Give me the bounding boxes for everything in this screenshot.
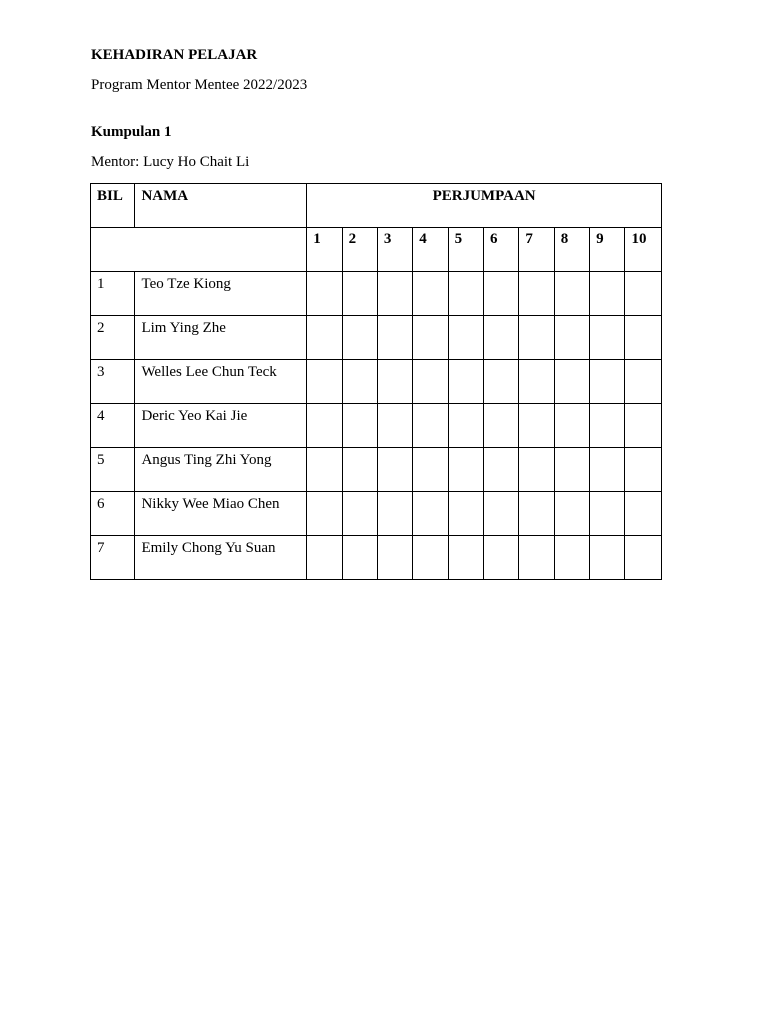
attendance-cell[interactable]: [413, 360, 448, 404]
attendance-cell[interactable]: [519, 272, 554, 316]
attendance-cell[interactable]: [377, 448, 412, 492]
attendance-cell[interactable]: [413, 448, 448, 492]
attendance-cell[interactable]: [377, 360, 412, 404]
attendance-cell[interactable]: [484, 404, 519, 448]
attendance-cell[interactable]: [413, 536, 448, 580]
group-heading: Kumpulan 1: [91, 124, 172, 140]
meeting-number-cell: 8: [554, 228, 589, 272]
attendance-cell[interactable]: [554, 360, 589, 404]
meeting-number-cell: 2: [342, 228, 377, 272]
attendance-cell[interactable]: [448, 404, 483, 448]
attendance-cell[interactable]: [554, 448, 589, 492]
meeting-number-cell: 5: [448, 228, 483, 272]
meeting-number-cell: 9: [590, 228, 625, 272]
meeting-number-cell: 1: [307, 228, 342, 272]
bil-cell: 3: [91, 360, 135, 404]
header-perjumpaan: PERJUMPAAN: [307, 184, 662, 228]
attendance-cell[interactable]: [484, 272, 519, 316]
attendance-cell[interactable]: [307, 404, 342, 448]
table-row: [91, 492, 662, 536]
table-row: [91, 536, 662, 580]
attendance-cell[interactable]: [625, 448, 662, 492]
attendance-cell[interactable]: [307, 360, 342, 404]
table-row: [91, 448, 662, 492]
mentor-line: Mentor: Lucy Ho Chait Li: [91, 154, 250, 170]
attendance-table: [90, 183, 662, 580]
attendance-cell[interactable]: [307, 316, 342, 360]
attendance-cell[interactable]: [377, 536, 412, 580]
attendance-cell[interactable]: [448, 360, 483, 404]
attendance-cell[interactable]: [413, 316, 448, 360]
attendance-cell[interactable]: [342, 272, 377, 316]
table-header-row: [91, 184, 662, 228]
nama-cell: Angus Ting Zhi Yong: [135, 448, 307, 492]
attendance-cell[interactable]: [625, 272, 662, 316]
meeting-number-cell: 6: [484, 228, 519, 272]
attendance-cell[interactable]: [342, 316, 377, 360]
page-title: KEHADIRAN PELAJAR: [91, 47, 258, 63]
attendance-cell[interactable]: [484, 316, 519, 360]
header-bil: BIL: [91, 184, 135, 228]
attendance-cell[interactable]: [377, 272, 412, 316]
nama-cell: Emily Chong Yu Suan: [135, 536, 307, 580]
attendance-cell[interactable]: [554, 404, 589, 448]
attendance-cell[interactable]: [484, 360, 519, 404]
attendance-cell[interactable]: [307, 492, 342, 536]
attendance-cell[interactable]: [484, 492, 519, 536]
attendance-cell[interactable]: [590, 272, 625, 316]
table-row: [91, 272, 662, 316]
attendance-cell[interactable]: [448, 272, 483, 316]
table-row: [91, 316, 662, 360]
nama-cell: Lim Ying Zhe: [135, 316, 307, 360]
attendance-cell[interactable]: [519, 404, 554, 448]
attendance-cell[interactable]: [448, 448, 483, 492]
attendance-cell[interactable]: [625, 360, 662, 404]
attendance-cell[interactable]: [590, 316, 625, 360]
attendance-cell[interactable]: [342, 404, 377, 448]
attendance-cell[interactable]: [519, 536, 554, 580]
header-nama: NAMA: [135, 184, 307, 228]
attendance-cell[interactable]: [448, 536, 483, 580]
attendance-cell[interactable]: [625, 316, 662, 360]
attendance-cell[interactable]: [554, 492, 589, 536]
attendance-cell[interactable]: [519, 448, 554, 492]
attendance-cell[interactable]: [413, 404, 448, 448]
attendance-cell[interactable]: [342, 360, 377, 404]
bil-cell: 1: [91, 272, 135, 316]
attendance-cell[interactable]: [448, 492, 483, 536]
attendance-cell[interactable]: [377, 316, 412, 360]
attendance-cell[interactable]: [625, 536, 662, 580]
attendance-cell[interactable]: [590, 536, 625, 580]
meeting-number-cell: 7: [519, 228, 554, 272]
attendance-cell[interactable]: [554, 272, 589, 316]
meeting-number-cell: 4: [413, 228, 448, 272]
nama-cell: Teo Tze Kiong: [135, 272, 307, 316]
attendance-cell[interactable]: [342, 536, 377, 580]
table-row: [91, 404, 662, 448]
attendance-cell[interactable]: [342, 448, 377, 492]
attendance-cell[interactable]: [625, 404, 662, 448]
attendance-cell[interactable]: [413, 272, 448, 316]
attendance-cell[interactable]: [590, 448, 625, 492]
bil-cell: 6: [91, 492, 135, 536]
attendance-cell[interactable]: [307, 272, 342, 316]
blank-header-cell: [91, 228, 307, 272]
bil-cell: 7: [91, 536, 135, 580]
attendance-cell[interactable]: [484, 448, 519, 492]
attendance-cell[interactable]: [590, 360, 625, 404]
bil-cell: 5: [91, 448, 135, 492]
attendance-cell[interactable]: [554, 316, 589, 360]
nama-cell: Deric Yeo Kai Jie: [135, 404, 307, 448]
nama-cell: Nikky Wee Miao Chen: [135, 492, 307, 536]
table-row: [91, 360, 662, 404]
attendance-cell[interactable]: [448, 316, 483, 360]
nama-cell: Welles Lee Chun Teck: [135, 360, 307, 404]
meeting-number-cell: 3: [377, 228, 412, 272]
attendance-cell[interactable]: [342, 492, 377, 536]
meeting-number-cell: 10: [625, 228, 662, 272]
attendance-cell[interactable]: [377, 492, 412, 536]
attendance-cell[interactable]: [484, 536, 519, 580]
attendance-cell[interactable]: [554, 536, 589, 580]
attendance-cell[interactable]: [519, 316, 554, 360]
program-subtitle: Program Mentor Mentee 2022/2023: [91, 77, 308, 93]
bil-cell: 4: [91, 404, 135, 448]
attendance-cell[interactable]: [307, 536, 342, 580]
attendance-cell[interactable]: [590, 492, 625, 536]
bil-cell: 2: [91, 316, 135, 360]
meeting-number-row: [91, 228, 662, 272]
attendance-cell[interactable]: [519, 492, 554, 536]
attendance-cell[interactable]: [519, 360, 554, 404]
attendance-cell[interactable]: [377, 404, 412, 448]
attendance-cell[interactable]: [625, 492, 662, 536]
attendance-cell[interactable]: [590, 404, 625, 448]
attendance-cell[interactable]: [307, 448, 342, 492]
attendance-cell[interactable]: [413, 492, 448, 536]
